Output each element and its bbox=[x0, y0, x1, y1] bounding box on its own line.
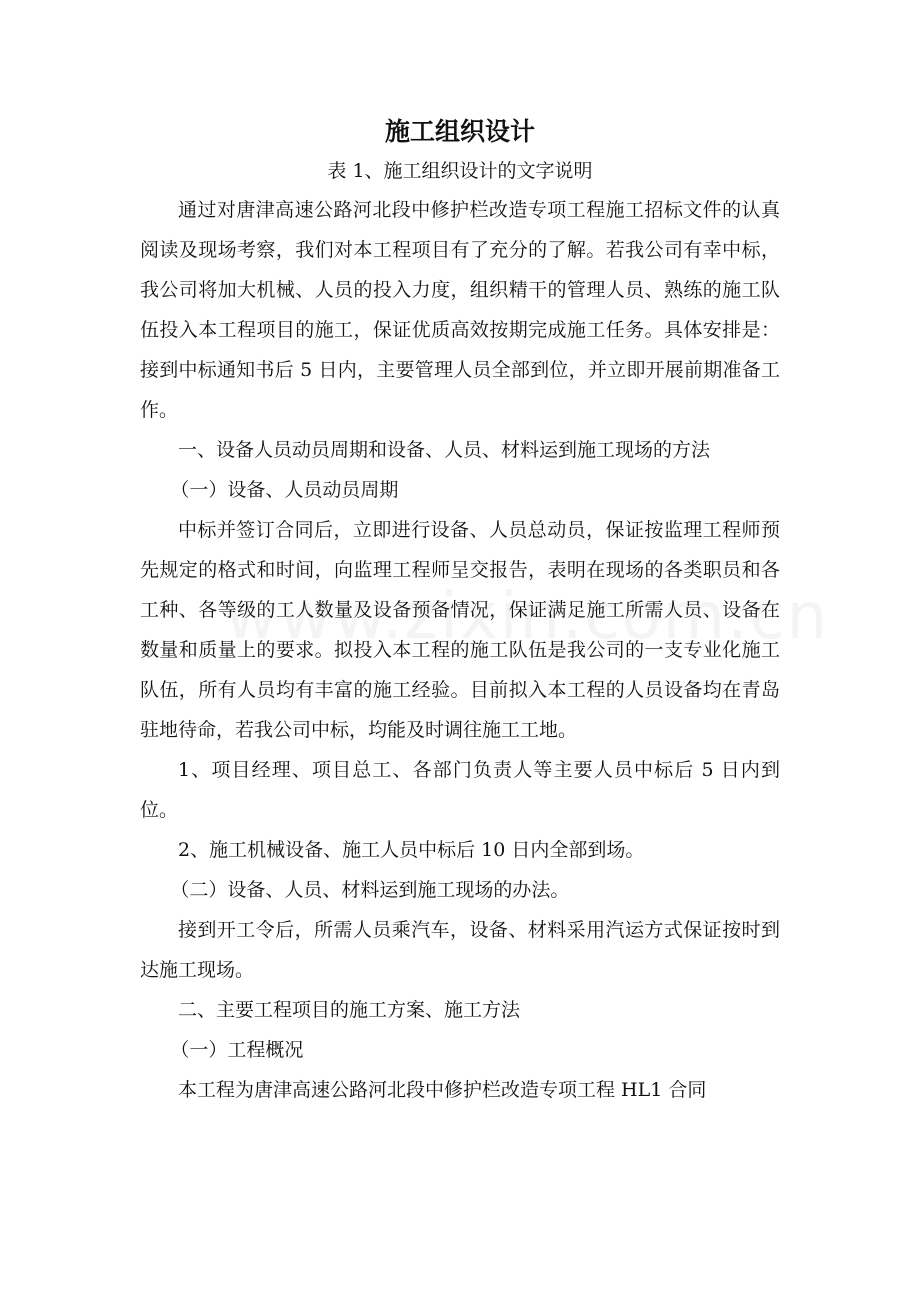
list-item: 1、项目经理、项目总工、各部门负责人等主要人员中标后 5 日内到位。 bbox=[140, 759, 780, 821]
subsection-heading: （一）工程概况 bbox=[170, 1039, 304, 1061]
paragraph: 通过对唐津高速公路河北段中修护栏改造专项工程施工招标文件的认真阅读及现场考察，我们对本工程项目有了充分的了解。若我公司有幸中标，我公司将加大机械、人员的投入力度，组织精干的管理人员、熟练的施工队伍投入本工程项目的施工，保证优质高效按期完成施工任务。具体安排是：接到中标通知书后 5 日内，主要管理人员全部到位，并立即开展前期准备工作。 bbox=[140, 199, 780, 421]
document-page bbox=[140, 112, 780, 1110]
document-title: 施工组织设计 bbox=[384, 117, 535, 146]
paragraph: 中标并签订合同后，立即进行设备、人员总动员，保证按监理工程师预先规定的格式和时间，向监理工程师呈交报告，表明在现场的各类职员和各工种、各等级的工人数量及设备预备情况，保证满足施工所需人员、设备在数量和质量上的要求。拟投入本工程的施工队伍是我公司的一支专业化施工队伍，所有人员均有丰富的施工经验。目前拟入本工程的人员设备均在青岛驻地待命，若我公司中标，均能及时调往施工工地。 bbox=[140, 519, 780, 741]
paragraph: 接到开工令后，所需人员乘汽车，设备、材料采用汽运方式保证按时到达施工现场。 bbox=[140, 919, 780, 981]
section-heading: 一、设备人员动员周期和设备、人员、材料运到施工现场的方法 bbox=[178, 439, 711, 461]
document-subtitle: 表 1、施工组织设计的文字说明 bbox=[327, 160, 593, 182]
subsection-heading: （一）设备、人员动员周期 bbox=[170, 479, 399, 501]
document-body bbox=[140, 190, 780, 1110]
paragraph: 本工程为唐津高速公路河北段中修护栏改造专项工程 HL1 合同 bbox=[178, 1079, 707, 1101]
subsection-heading: （二）设备、人员、材料运到施工现场的办法。 bbox=[170, 879, 570, 901]
list-item: 2、施工机械设备、施工人员中标后 10 日内全部到场。 bbox=[178, 839, 645, 861]
section-heading: 二、主要工程项目的施工方案、施工方法 bbox=[178, 999, 521, 1021]
